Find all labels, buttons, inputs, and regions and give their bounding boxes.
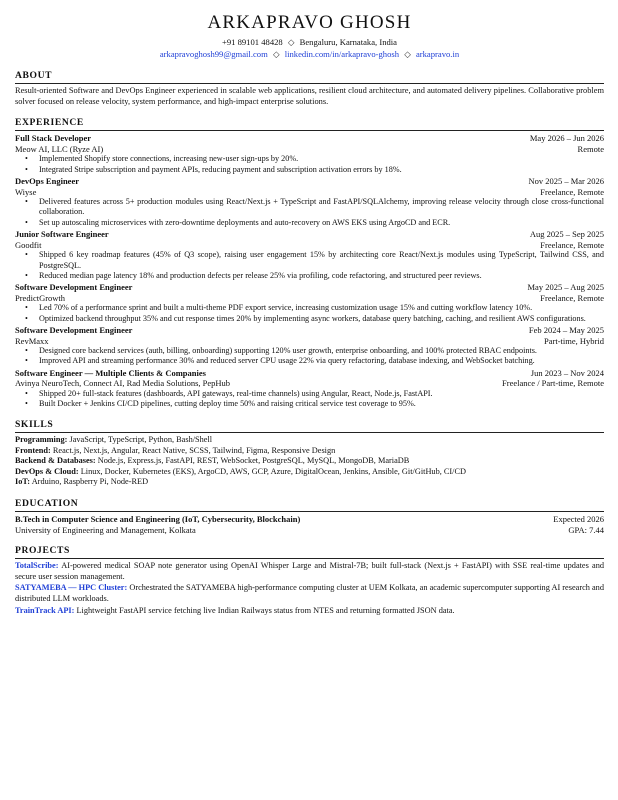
- skill-line: [15, 435, 604, 446]
- skill-line: [15, 456, 604, 467]
- job-dates: Nov 2025 – Mar 2026: [528, 175, 604, 186]
- job-dates: May 2026 – Jun 2026: [529, 133, 604, 144]
- job-bullet: • Shipped 6 key roadmap features (45% of Q3 scope), raising user engagement 15% by architecting core React/Next.js modules using TypeScript, Tailwind CSS, and PostgreSQL.: [25, 250, 604, 271]
- project-item: [15, 561, 604, 582]
- project-description: AI-powered medical SOAP note generator using OpenAI Whisper Large and Mistral-7B; built full-stack (Next.js + FastAPI) with SSE real-time updates and secure user session management.: [15, 561, 604, 581]
- job-company: Avinya NeuroTech, Connect AI, Rad Media Solutions, PepHub: [15, 378, 231, 389]
- job-company: Meow AI, LLC (Ryze AI): [15, 143, 104, 154]
- job-role: Full Stack Developer: [15, 133, 92, 144]
- skill-value: JavaScript, TypeScript, Python, Bash/Shell: [69, 435, 213, 445]
- skill-label: Programming:: [15, 435, 68, 445]
- gpa: GPA: 7.44: [568, 524, 604, 535]
- job-bullet: • Shipped 20+ full-stack features (dashboards, API gateways, real-time channels) using Angular, React, Node.js, FastAPI.: [25, 389, 604, 399]
- skill-value: React.js, Next.js, Angular, React Native, SCSS, Tailwind, Figma, Responsive Design: [52, 445, 336, 455]
- about-text: Result-oriented Software and DevOps Engineer experienced in scalable web applications, resilient cloud architecture, and automated delivery pipelines. Collaborative problem solver focused on release velocity, system performance, and high-impact enterprise solutions.: [15, 86, 604, 106]
- skill-line: [15, 477, 604, 488]
- contact-line: [15, 36, 604, 48]
- job-dates: Jun 2023 – Nov 2024: [530, 367, 604, 378]
- email-link[interactable]: arkapravoghosh99@gmail.com: [159, 49, 268, 59]
- job-bullet: • Implemented Shopify store connections, increasing new-user sign-ups by 20%.: [25, 154, 604, 164]
- about-section: [15, 70, 604, 107]
- separator-icon: ◇: [404, 49, 411, 59]
- projects-heading: PROJECTS: [15, 545, 604, 559]
- job-entry: [15, 229, 604, 281]
- job-dates: Feb 2024 – May 2025: [528, 324, 604, 335]
- job-mode: Remote: [577, 143, 604, 154]
- job-bullet: • Improved API and streaming performance 30% and reduced server CPU usage 22% via query refactoring, database indexing, and WebSocket batching.: [25, 356, 604, 366]
- skill-label: Backend & Databases:: [15, 456, 96, 466]
- resume-header: [15, 12, 604, 60]
- job-entry: [15, 282, 604, 324]
- expected-year: Expected 2026: [553, 513, 604, 524]
- skill-label: DevOps & Cloud:: [15, 466, 79, 476]
- skill-value: Linux, Docker, Kubernetes (EKS), ArgoCD, AWS, GCP, Azure, DigitalOcean, Jenkins, Ansible, Git/GitHub, CI/CD: [80, 466, 467, 476]
- job-mode: Freelance, Remote: [540, 186, 604, 197]
- job-role: DevOps Engineer: [15, 175, 79, 186]
- separator-icon: ◇: [272, 49, 280, 59]
- experience-heading: EXPERIENCE: [15, 117, 604, 131]
- job-mode: Freelance, Remote: [540, 239, 604, 250]
- about-heading: ABOUT: [15, 70, 604, 84]
- project-name-link[interactable]: SATYAMEBA — HPC Cluster:: [15, 583, 128, 593]
- skill-value: Node.js, Express.js, FastAPI, REST, WebSocket, PostgreSQL, MySQL, MongoDB, MariaDB: [97, 456, 410, 466]
- job-mode: Freelance / Part-time, Remote: [502, 378, 604, 389]
- skill-line: [15, 467, 604, 478]
- job-bullet: • Optimized backend throughput 35% and cut response times 20% by implementing async workers, database query batching, caching, and resilient AWS configurations.: [25, 314, 604, 324]
- links-line: [15, 48, 604, 60]
- job-mode: Part-time, Hybrid: [544, 335, 604, 346]
- job-entry: [15, 368, 604, 410]
- job-bullet: • Designed core backend services (auth, billing, onboarding) supporting 120% user growth, enterprise onboarding, and 100% protected RBAC endpoints.: [25, 346, 604, 356]
- job-role: Software Engineer — Multiple Clients & Companies: [15, 367, 206, 378]
- project-name-link[interactable]: TotalScribe:: [15, 561, 59, 571]
- project-item: [15, 583, 604, 604]
- separator-icon: ◇: [287, 37, 295, 47]
- job-role: Junior Software Engineer: [15, 229, 109, 240]
- website-link[interactable]: arkapravo.in: [415, 49, 460, 59]
- skills-heading: SKILLS: [15, 419, 604, 433]
- candidate-name: ARKAPRAVO GHOSH: [207, 12, 412, 33]
- projects-section: [15, 545, 604, 616]
- job-entry: [15, 133, 604, 175]
- job-role: Software Development Engineer: [15, 324, 133, 335]
- skills-section: [15, 419, 604, 488]
- skill-label: Frontend:: [15, 445, 51, 455]
- job-bullet: • Reduced median page latency 18% and production defects per release 25% via profiling, code refactoring, and structured peer reviews.: [25, 271, 604, 281]
- skill-label: IoT:: [15, 477, 31, 487]
- education-heading: EDUCATION: [15, 498, 604, 512]
- job-bullet: • Set up autoscaling microservices with zero-downtime deployments and auto-recovery on AWS EKS using ArgoCD and ECR.: [25, 218, 604, 228]
- job-company: RevMaxx: [15, 335, 49, 346]
- job-entry: [15, 176, 604, 228]
- job-company: Wiyse: [15, 186, 37, 197]
- job-mode: Freelance, Remote: [540, 292, 604, 303]
- job-dates: May 2025 – Aug 2025: [527, 282, 604, 293]
- linkedin-link[interactable]: linkedin.com/in/arkapravo-ghosh: [284, 49, 400, 59]
- location: Bengaluru, Karnataka, India: [299, 37, 397, 47]
- job-company: PredictGrowth: [15, 292, 66, 303]
- job-bullet: • Built Docker + Jenkins CI/CD pipelines, cutting deploy time 50% and raising critical service test coverage to 95%.: [25, 399, 604, 409]
- project-item: [15, 606, 604, 617]
- degree: B.Tech in Computer Science and Engineering (IoT, Cybersecurity, Blockchain): [15, 513, 301, 524]
- job-company: Goodfit: [15, 239, 42, 250]
- job-role: Software Development Engineer: [15, 282, 133, 293]
- job-bullet: • Integrated Stripe subscription and payment APIs, reducing payment and subscription activation errors by 18%.: [25, 165, 604, 175]
- project-description: Orchestrated the SATYAMEBA high-performance computing cluster at UEM Kolkata, an academic supercomputer supporting AI research and distributed LLM workloads.: [15, 583, 604, 603]
- experience-section: [15, 117, 604, 409]
- project-description: Lightweight FastAPI service fetching live Indian Railways status from NTES and returning formatted JSON data.: [76, 605, 455, 615]
- job-bullet: • Led 70% of a performance sprint and built a multi-theme PDF export service, increasing customization usage 15% and cutting workflow latency 10%.: [25, 303, 604, 313]
- skill-value: Arduino, Raspberry Pi, Node-RED: [31, 477, 149, 487]
- school: University of Engineering and Management, Kolkata: [15, 524, 196, 535]
- education-section: [15, 498, 604, 535]
- job-bullet: • Delivered features across 5+ production modules using React/Next.js + TypeScript and FastAPI/SQLAlchemy, improving release velocity through close cross-functional collaboration.: [25, 197, 604, 218]
- phone-number: +91 89101 48428: [222, 37, 283, 47]
- project-name-link[interactable]: TrainTrack API:: [15, 605, 75, 615]
- job-dates: Aug 2025 – Sep 2025: [529, 229, 604, 240]
- job-entry: [15, 325, 604, 367]
- skill-line: [15, 446, 604, 457]
